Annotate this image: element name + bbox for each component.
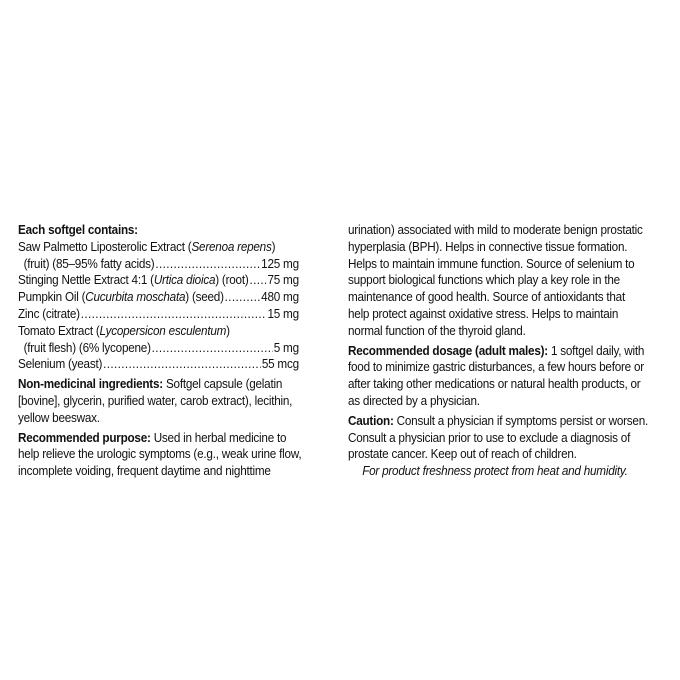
- dosage-paragraph: Recommended dosage (adult males): 1 softgel daily, with: [348, 343, 645, 358]
- dosage-line: after taking other medications or natural health products, or: [348, 377, 641, 392]
- purpose-line: Helps to maintain immune function. Source of selenium to: [348, 256, 635, 271]
- nonmed-line: yellow beeswax.: [18, 410, 100, 425]
- purpose-line: maintenance of good health. Source of antioxidants that: [348, 290, 625, 305]
- purpose-line: normal function of the thyroid gland.: [348, 323, 526, 338]
- ingredient-line: Tomato Extract (Lycopersicon esculentum): [18, 323, 230, 338]
- purpose-line: support biological functions which play a key role in the: [348, 273, 620, 288]
- nonmed-line: [bovine], glycerin, purified water, carob extract), lecithin,: [18, 393, 293, 408]
- dosage-line: food to minimize gastric disturbances, a few hours before or: [348, 360, 644, 375]
- ingredient-row: (fruit flesh) (6% lycopene) ..... 5 mg: [18, 340, 299, 357]
- purpose-line: help protect against oxidative stress. Helps to maintain: [348, 306, 619, 321]
- label-left-column: [18, 222, 302, 480]
- caution-line: prostate cancer. Keep out of reach of children.: [348, 447, 577, 462]
- caution-line: Consult a physician prior to use to exclude a diagnosis of: [348, 430, 631, 445]
- purpose-line: incomplete voiding, frequent daytime and nighttime: [18, 464, 271, 479]
- dosage-line: as directed by a physician.: [348, 393, 480, 408]
- contains-heading: Each softgel contains:: [18, 223, 138, 237]
- purpose-paragraph: Recommended purpose: Used in herbal medicine to: [18, 430, 287, 445]
- purpose-line: urination) associated with mild to moderate benign prostatic: [348, 223, 643, 237]
- ingredient-row: Selenium (yeast) ..... 55 mcg: [18, 356, 299, 373]
- ingredient-row: Zinc (citrate) ..... 15 mg: [18, 306, 299, 323]
- ingredient-line: Saw Palmetto Liposterolic Extract (Serenoa repens): [18, 239, 276, 254]
- label-right-column: [348, 222, 649, 480]
- purpose-line: help relieve the urologic symptoms (e.g., weak urine flow,: [18, 447, 302, 462]
- nonmed-paragraph: Non-medicinal ingredients: Softgel capsule (gelatin: [18, 377, 283, 392]
- freshness-note: For product freshness protect from heat and humidity.: [362, 464, 628, 479]
- ingredient-row: Stinging Nettle Extract 4:1 (Urtica dioica) (root) ..... 75 mg: [18, 272, 299, 289]
- purpose-line: hyperplasia (BPH). Helps in connective tissue formation.: [348, 239, 628, 254]
- ingredient-row: (fruit) (85–95% fatty acids) ..... 125 mg: [18, 256, 299, 273]
- caution-paragraph: Caution: Consult a physician if symptoms persist or worsen.: [348, 413, 649, 428]
- ingredient-row: Pumpkin Oil (Cucurbita moschata) (seed) ..... 480 mg: [18, 289, 299, 306]
